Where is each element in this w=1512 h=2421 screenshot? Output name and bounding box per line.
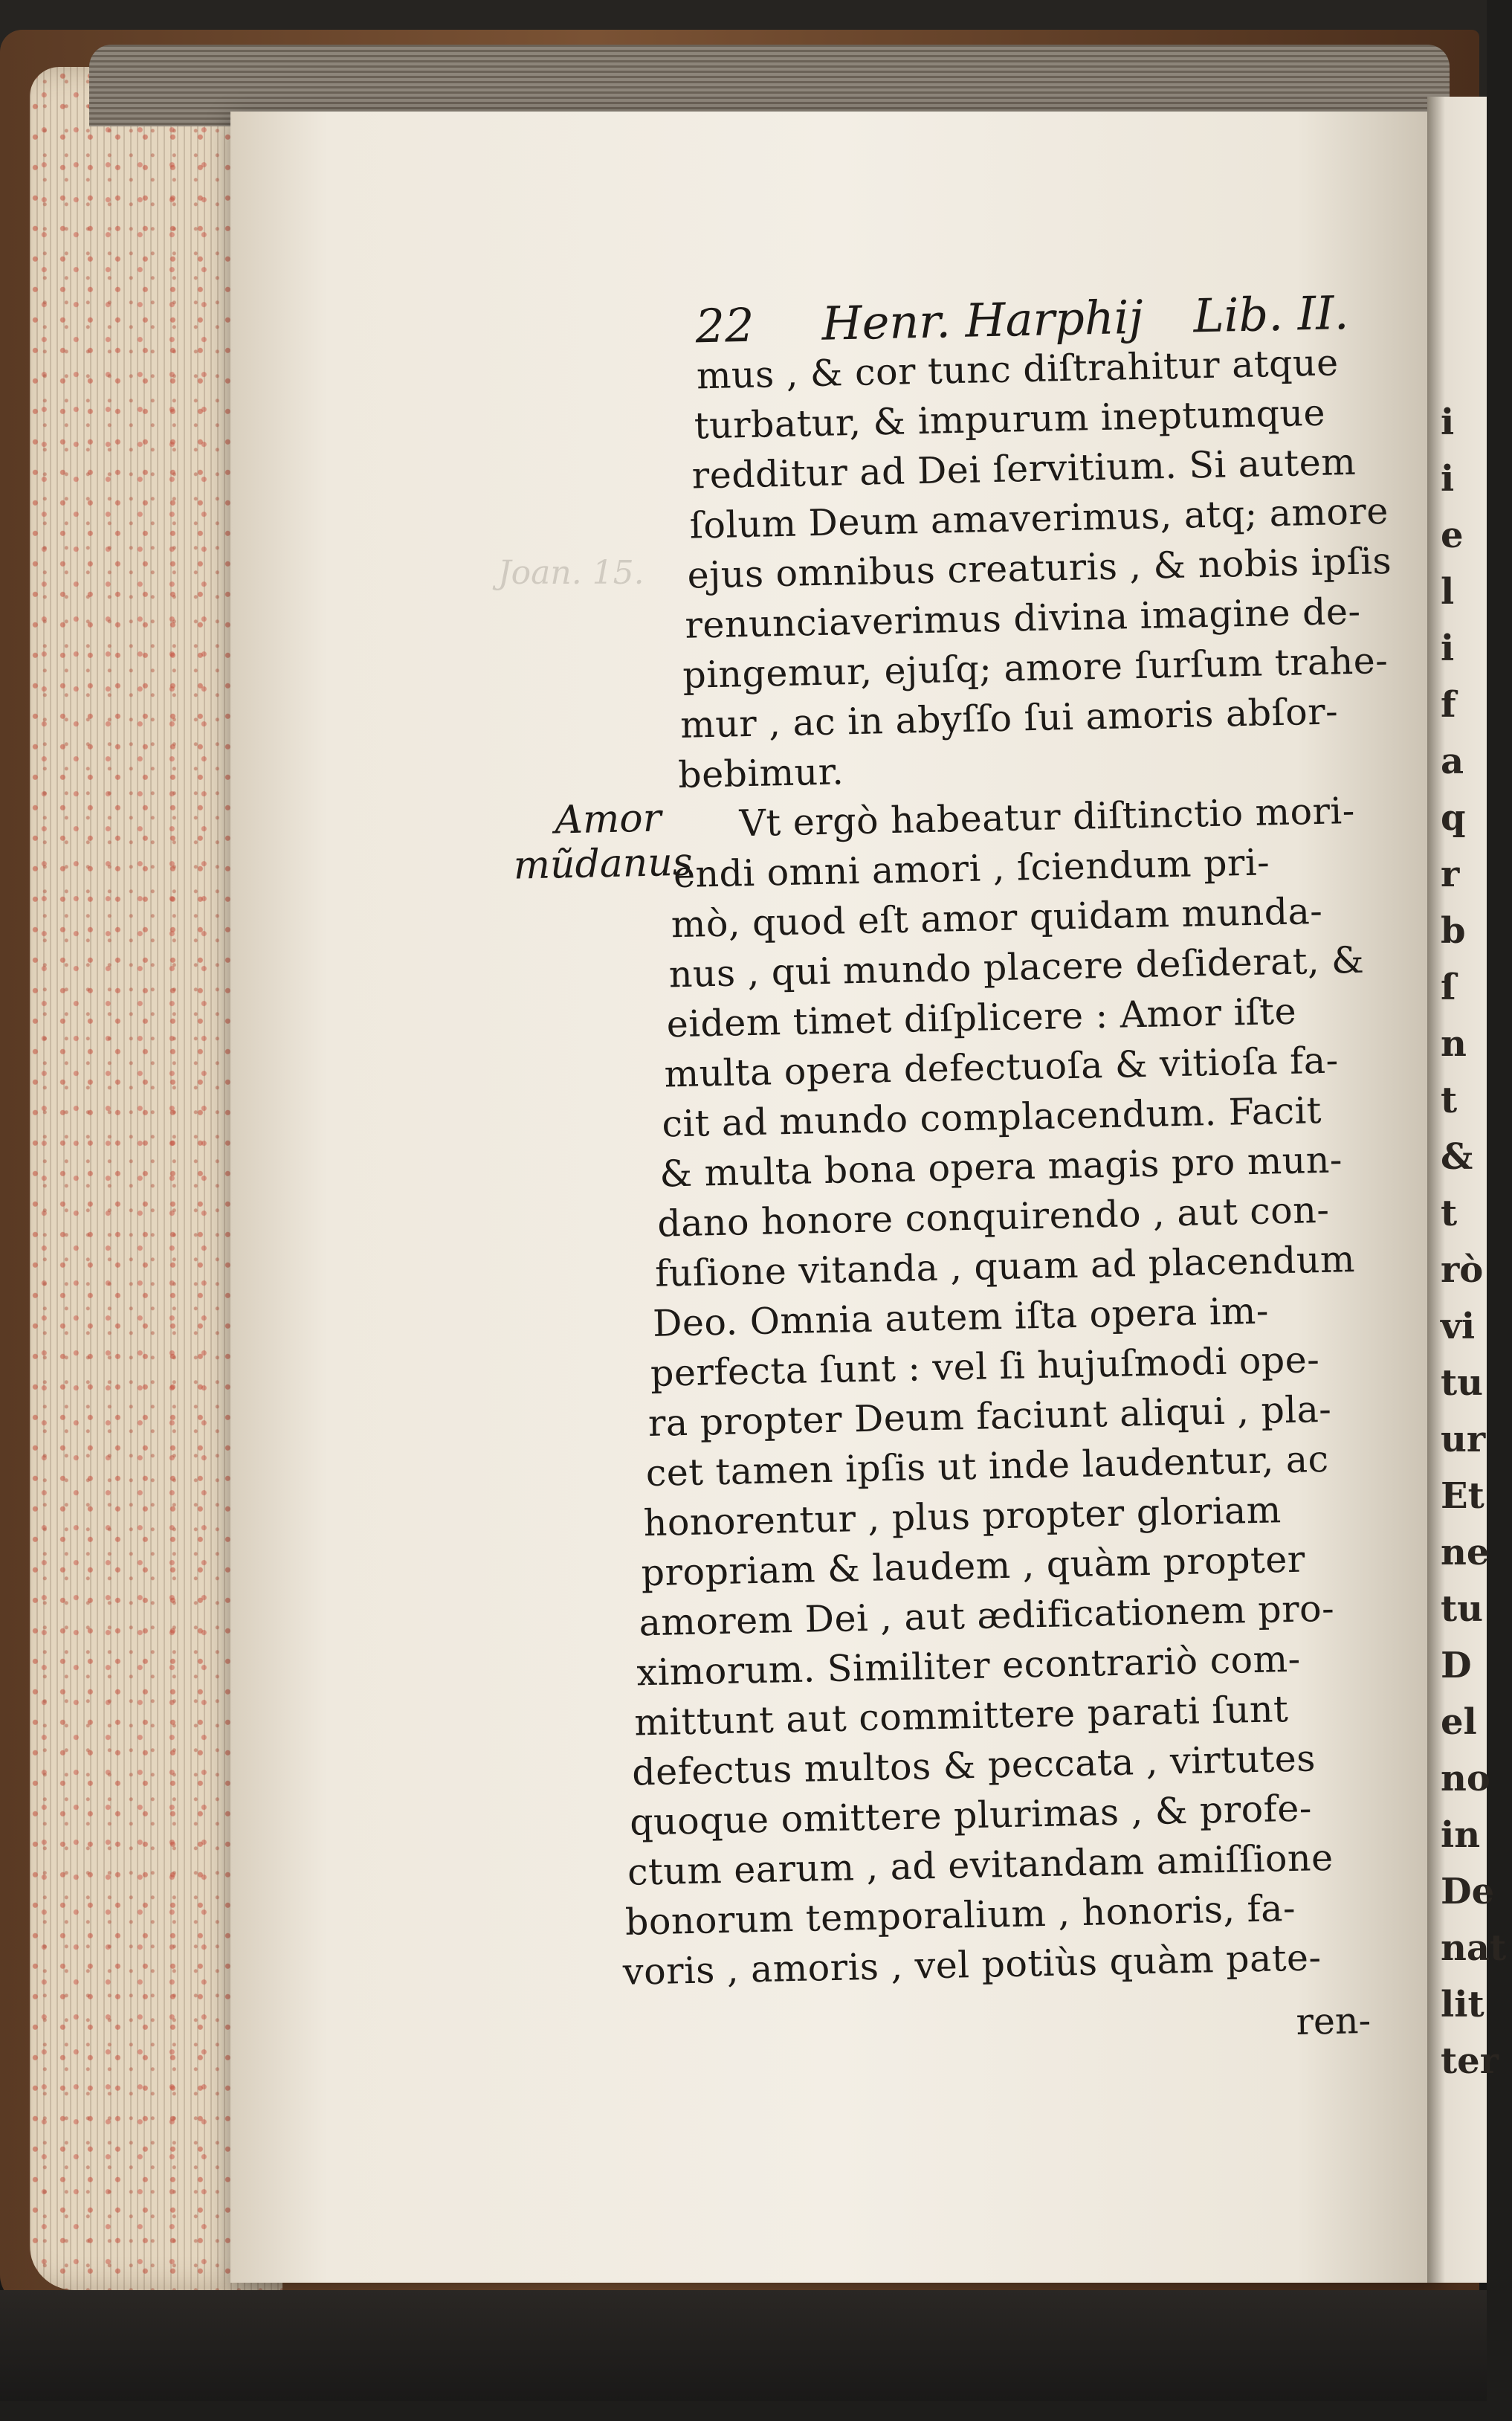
text-line: eidem timet diſplicere : Amor iſte <box>666 990 1297 1046</box>
text-line: propriam & laudem , quàm propter <box>641 1538 1306 1595</box>
text-line: mur , ac in abyſſo ſui amoris abſor- <box>679 690 1339 747</box>
facing-page-letter: t <box>1441 1080 1458 1121</box>
side-note: Amor mũdanus <box>513 796 694 889</box>
facing-page-letter: D <box>1441 1645 1472 1686</box>
text-line: mò, quod eſt amor quidam munda- <box>671 889 1323 947</box>
facing-page-letter: el <box>1441 1701 1477 1743</box>
text-line: honorentur , plus propter gloriam <box>643 1489 1282 1545</box>
facing-page-letter: in <box>1441 1814 1481 1856</box>
text-line: ctum earum , ad evitandam amiſſione <box>627 1836 1334 1894</box>
facing-page-letter: vi <box>1441 1306 1476 1347</box>
text-line: mittunt aut committere parati ſunt <box>633 1688 1289 1744</box>
text-line: bonorum temporalium , honoris, fa- <box>624 1886 1296 1944</box>
facing-page-letter: Et <box>1441 1475 1484 1517</box>
text-line: voris , amoris , vel potiùs quàm pate- <box>622 1936 1322 1993</box>
running-title: Henr. Harphij <box>821 289 1144 351</box>
facing-page-letter: i <box>1441 628 1455 669</box>
facing-page-letter: lit <box>1441 1984 1484 2025</box>
text-line: ra propter Deum faciunt aliqui , pla- <box>647 1387 1332 1445</box>
text-line: defectus multos & peccata , virtutes <box>631 1737 1316 1794</box>
text-line: dano honore conquirendo , aut con- <box>656 1188 1330 1245</box>
book-label: Lib. II. <box>1192 285 1349 344</box>
facing-page-letter: ſ <box>1441 967 1456 1008</box>
catchword: ren- <box>1295 1999 1372 2043</box>
text-line: mus , & cor tunc diſtrahitur atque <box>696 341 1340 398</box>
text-line: cet tamen ipſis ut inde laudentur, ac <box>645 1437 1330 1495</box>
facing-page-letter: a <box>1441 741 1464 782</box>
facing-page-letter: n <box>1441 1023 1467 1065</box>
facing-page-letter: i <box>1441 402 1455 443</box>
facing-page-letter: b <box>1441 910 1466 952</box>
text-line: multa opera defectuoſa & vitioſa fa- <box>664 1039 1340 1096</box>
facing-page-letter: tu <box>1441 1362 1484 1404</box>
facing-page-letter: no <box>1441 1758 1490 1799</box>
text-line: & multa bona opera magis pro mun- <box>659 1138 1343 1196</box>
facing-page-letter: nat <box>1441 1927 1507 1969</box>
text-line: ejus omnibus creaturis , & nobis ipſis <box>687 539 1392 597</box>
text-line: cit ad mundo complacendum. Facit <box>661 1089 1322 1146</box>
facing-page-letter: ne <box>1441 1532 1490 1573</box>
facing-page-letter: & <box>1441 1136 1473 1178</box>
text-line: Vt ergò habeatur diſtinctio mori- <box>739 789 1356 845</box>
facing-page-letter: ter <box>1441 2040 1499 2082</box>
facing-page-letter: t <box>1441 1193 1458 1234</box>
text-line: fuſione vitanda , quam ad placendum <box>654 1238 1356 1295</box>
facing-page-letter: ur <box>1441 1419 1486 1460</box>
text-line: pingemur, ejuſq; amore ſurſum trahe- <box>682 639 1389 697</box>
text-line: turbatur, & impurum ineptumque <box>694 391 1326 448</box>
facing-page-letter: r <box>1441 854 1460 895</box>
text-line: ſolum Deum amaverimus, atq; amore <box>689 489 1389 547</box>
text-line: endi omni amori , ſciendum pri- <box>673 841 1270 897</box>
page-number: 22 <box>694 297 755 354</box>
facing-page-letter: l <box>1441 571 1455 613</box>
facing-page-letter: De <box>1441 1871 1495 1912</box>
facing-page-letter: q <box>1441 797 1466 839</box>
text-line: ximorum. Similiter econtrariò com- <box>636 1637 1302 1695</box>
text-line: perfecta ſunt : vel ſi hujuſmodi ope- <box>650 1338 1320 1395</box>
facing-page-letter: rò <box>1441 1249 1484 1291</box>
text-line: nus , qui mundo placere deſiderat, & <box>668 938 1365 996</box>
text-line: bebimur. <box>677 750 844 796</box>
text-line: amorem Dei , aut ædificationem pro- <box>639 1587 1335 1645</box>
facing-page-letter: i <box>1441 458 1455 500</box>
facing-page-letter: tu <box>1441 1588 1484 1630</box>
facing-page-letter: f <box>1441 684 1456 726</box>
bleed-through-text: Joan. 15. <box>498 554 644 592</box>
text-line: redditur ad Dei ſervitium. Si autem <box>691 440 1357 497</box>
facing-page-letter: e <box>1441 515 1464 556</box>
background-table <box>0 2290 1487 2401</box>
text-line: quoque omittere plurimas , & profe- <box>629 1787 1313 1844</box>
text-line: Deo. Omnia autem iſta opera im- <box>652 1289 1270 1345</box>
text-line: renunciaverimus divina imagine de- <box>684 590 1362 647</box>
